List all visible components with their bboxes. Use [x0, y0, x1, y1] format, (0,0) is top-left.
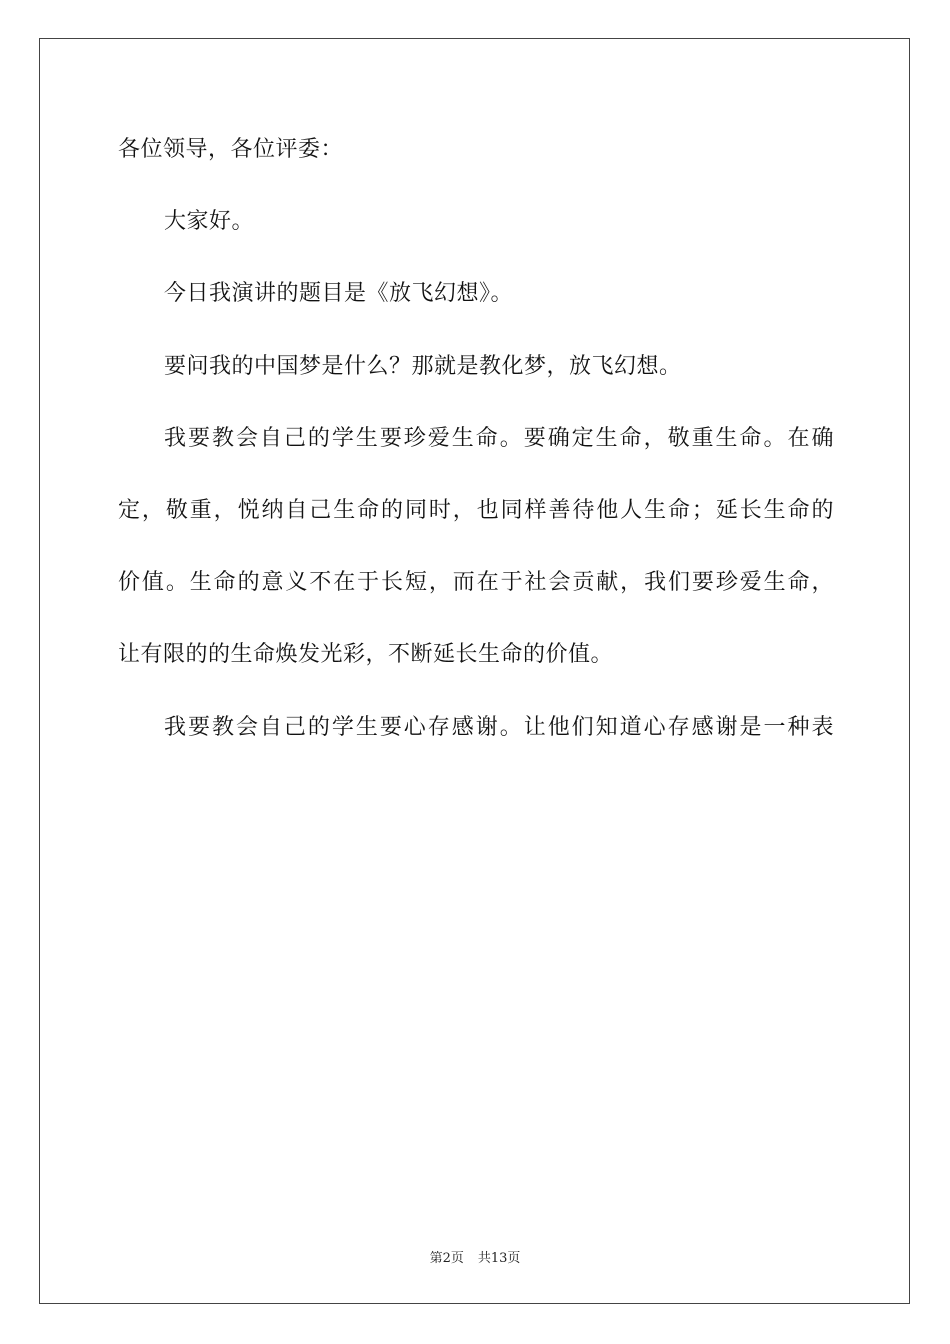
paragraph-line: 今日我演讲的题目是《放飞幻想》。	[164, 281, 514, 307]
salutation-line: 各位领导，各位评委：	[118, 137, 344, 162]
paragraph-line: 定，敬重，悦纳自己生命的同时，也同样善待他人生命；延长生命的	[118, 497, 834, 523]
page-footer	[0, 1247, 950, 1266]
paragraph-line: 我要教会自己的学生要珍爱生命。要确定生命，敬重生命。在确	[164, 425, 834, 451]
page-total: 共13页	[477, 1251, 521, 1266]
paragraph-line: 价值。生命的意义不在于长短，而在于社会贡献，我们要珍爱生命，	[118, 570, 834, 596]
document-body	[118, 132, 834, 782]
page-number: 第2页	[429, 1251, 464, 1266]
paragraph-line: 大家好。	[164, 209, 255, 235]
paragraph-line: 让有限的的生命焕发光彩，不断延长生命的价值。	[118, 642, 614, 668]
paragraph-line: 要问我的中国梦是什么？那就是教化梦，放飞幻想。	[164, 353, 682, 379]
paragraph-line: 我要教会自己的学生要心存感谢。让他们知道心存感谢是一种表	[164, 714, 834, 740]
